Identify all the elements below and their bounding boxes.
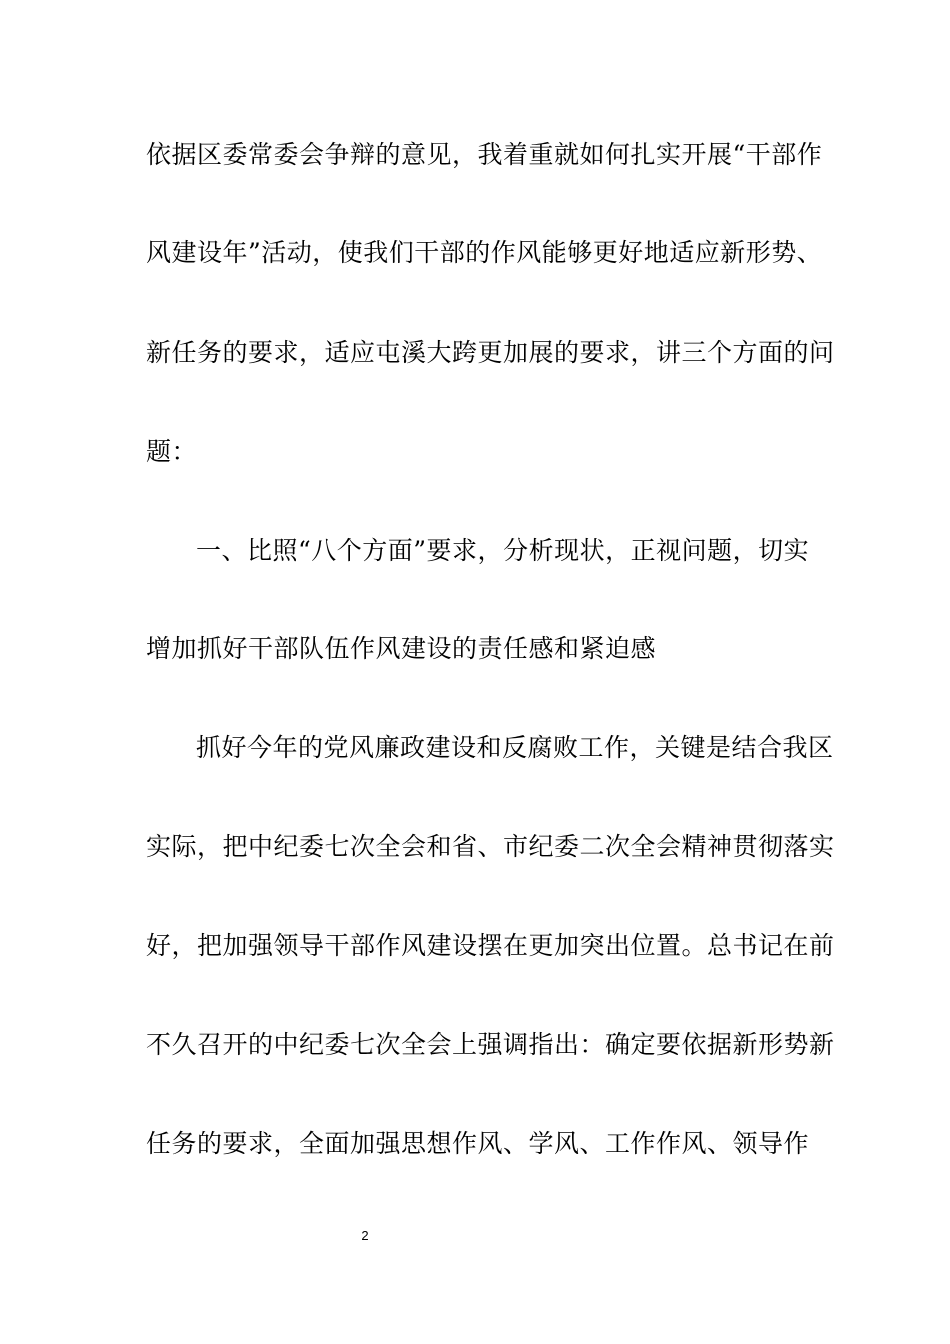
section-heading-line-2: 增加抓好干部队伍作风建设的责任感和紧迫感 (146, 634, 657, 663)
paragraph-3-line-2: 实际，把中纪委七次全会和省、市纪委二次全会精神贯彻落实 (146, 832, 835, 861)
paragraph-1-line-3: 新任务的要求，适应屯溪大跨更加展的要求，讲三个方面的问 (146, 338, 835, 367)
paragraph-1-line-4: 题： (146, 437, 198, 466)
paragraph-3-line-3: 好，把加强领导干部作风建设摆在更加突出位置。总书记在前 (146, 931, 835, 960)
page-number: 2 (361, 1228, 369, 1243)
section-heading-line-1: 一、比照“八个方面”要求，分析现状，正视问题，切实 (196, 536, 810, 565)
paragraph-3-line-4: 不久召开的中纪委七次全会上强调指出：确定要依据新形势新 (146, 1030, 835, 1059)
paragraph-3-line-5: 任务的要求，全面加强思想作风、学风、工作作风、领导作 (146, 1129, 810, 1158)
paragraph-1-line-1: 依据区委常委会争辩的意见，我着重就如何扎实开展“干部作 (146, 140, 823, 169)
paragraph-3-line-1: 抓好今年的党风廉政建设和反腐败工作，关键是结合我区 (196, 733, 834, 762)
paragraph-1-line-2: 风建设年”活动，使我们干部的作风能够更好地适应新形势、 (146, 238, 823, 267)
